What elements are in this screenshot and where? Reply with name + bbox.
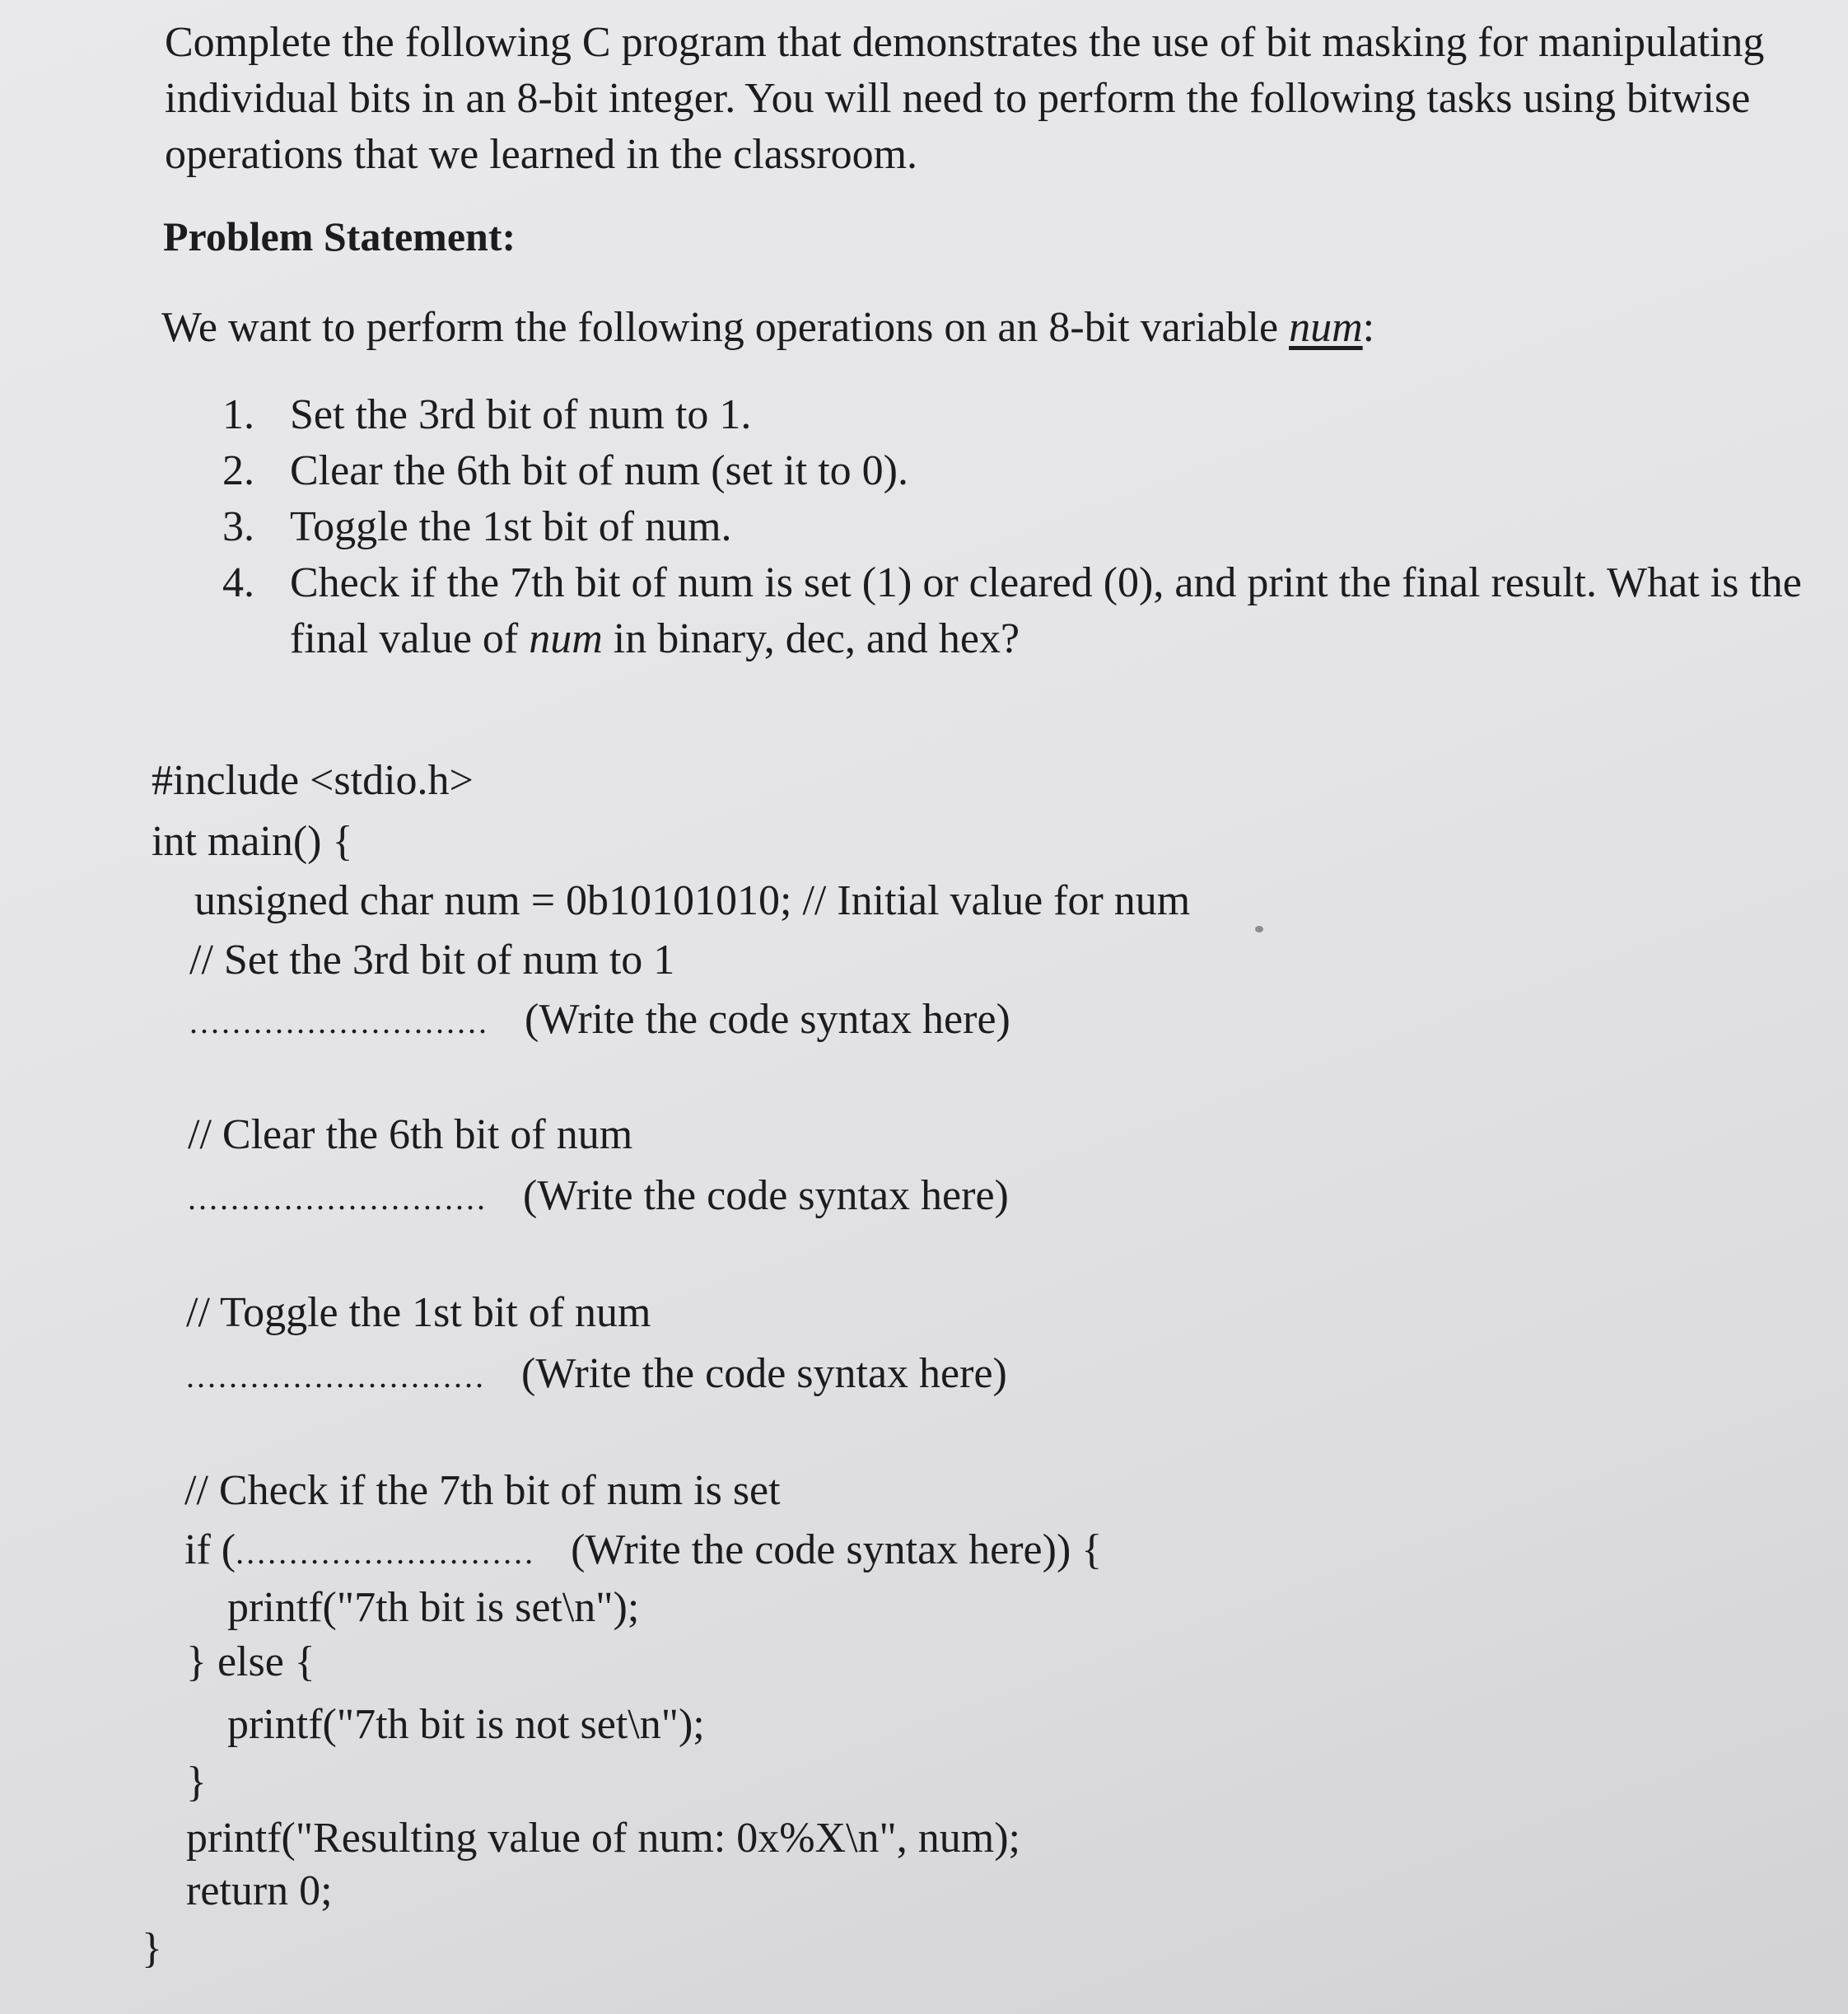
code-main-open: int main() {: [152, 818, 353, 865]
intro-line-2: individual bits in an 8-bit integer. You will need to perform the following tasks using bitwise: [165, 75, 1751, 122]
operation-text-line-2-suffix: in binary, dec, and hex?: [602, 615, 1020, 662]
answer-blank-dots: ............................: [186, 1357, 486, 1395]
code-if-prefix: if (: [184, 1526, 236, 1573]
blank-check-bit[interactable]: [184, 1526, 1102, 1574]
task-intro-suffix: :: [1362, 304, 1375, 351]
operation-text-line-1: Check if the 7th bit of num is set (1) or cleared (0), and print the final result. What is the: [290, 559, 1802, 606]
operation-text-line-2-prefix: final value of: [290, 615, 530, 662]
operation-text: Clear the 6th bit of num (set it to 0).: [290, 447, 908, 494]
operation-number: 3.: [222, 503, 254, 550]
variable-name-num: num: [1289, 304, 1363, 351]
code-close-brace-inner: }: [186, 1759, 207, 1806]
blank-set-bit[interactable]: [189, 995, 1010, 1044]
answer-blank-dots: ............................: [189, 1003, 489, 1040]
intro-paragraph: [165, 15, 1795, 183]
code-comment-clear: // Clear the 6th bit of num: [188, 1111, 633, 1158]
operation-text: Set the 3rd bit of num to 1.: [290, 391, 752, 438]
code-printf-not-set: printf("7th bit is not set\n");: [227, 1701, 705, 1748]
code-close-brace-main: }: [142, 1925, 162, 1972]
answer-blank-dots: ............................: [236, 1534, 536, 1571]
operation-number: 4.: [222, 559, 254, 606]
operation-number: 1.: [222, 391, 254, 438]
operation-item: [222, 499, 1828, 555]
code-return: return 0;: [186, 1867, 333, 1914]
operation-number: 2.: [222, 447, 254, 494]
answer-placeholder: (Write the code syntax here): [521, 1350, 1007, 1397]
code-printf-result: printf("Resulting value of num: 0x%X\n", num);: [186, 1815, 1020, 1862]
blank-toggle-bit[interactable]: [186, 1349, 1007, 1398]
operation-item: [222, 555, 1828, 667]
problem-statement-heading: Problem Statement:: [163, 213, 516, 259]
answer-blank-dots: ............................: [188, 1180, 488, 1217]
code-if-suffix: (Write the code syntax here)) {: [571, 1526, 1103, 1573]
answer-placeholder: (Write the code syntax here): [525, 996, 1010, 1043]
operation-item: [222, 443, 1828, 499]
code-comment-set: // Set the 3rd bit of num to 1: [189, 937, 675, 984]
ink-speck: [1255, 926, 1263, 932]
code-comment-toggle: // Toggle the 1st bit of num: [186, 1289, 651, 1336]
task-intro-sentence: [161, 303, 1374, 352]
answer-placeholder: (Write the code syntax here): [523, 1172, 1009, 1219]
operations-list: [222, 387, 1828, 667]
blank-clear-bit[interactable]: [188, 1171, 1009, 1220]
operation-item: [222, 387, 1828, 443]
code-else: } else {: [186, 1638, 315, 1685]
intro-line-1: Complete the following C program that demonstrates the use of bit masking for manipulating: [165, 19, 1765, 66]
operation-text: Toggle the 1st bit of num.: [290, 503, 732, 550]
code-printf-set: printf("7th bit is set\n");: [227, 1584, 640, 1631]
operation-text-line-2: [290, 611, 1828, 667]
task-intro-prefix: We want to perform the following operations on an 8-bit variable: [161, 304, 1290, 351]
code-declaration: unsigned char num = 0b10101010; // Initial value for num: [194, 877, 1191, 924]
code-comment-check: // Check if the 7th bit of num is set: [184, 1467, 781, 1514]
code-include: #include <stdio.h>: [152, 757, 474, 804]
intro-line-3: operations that we learned in the classroom.: [165, 131, 918, 178]
operation-text-var: num: [529, 615, 603, 662]
